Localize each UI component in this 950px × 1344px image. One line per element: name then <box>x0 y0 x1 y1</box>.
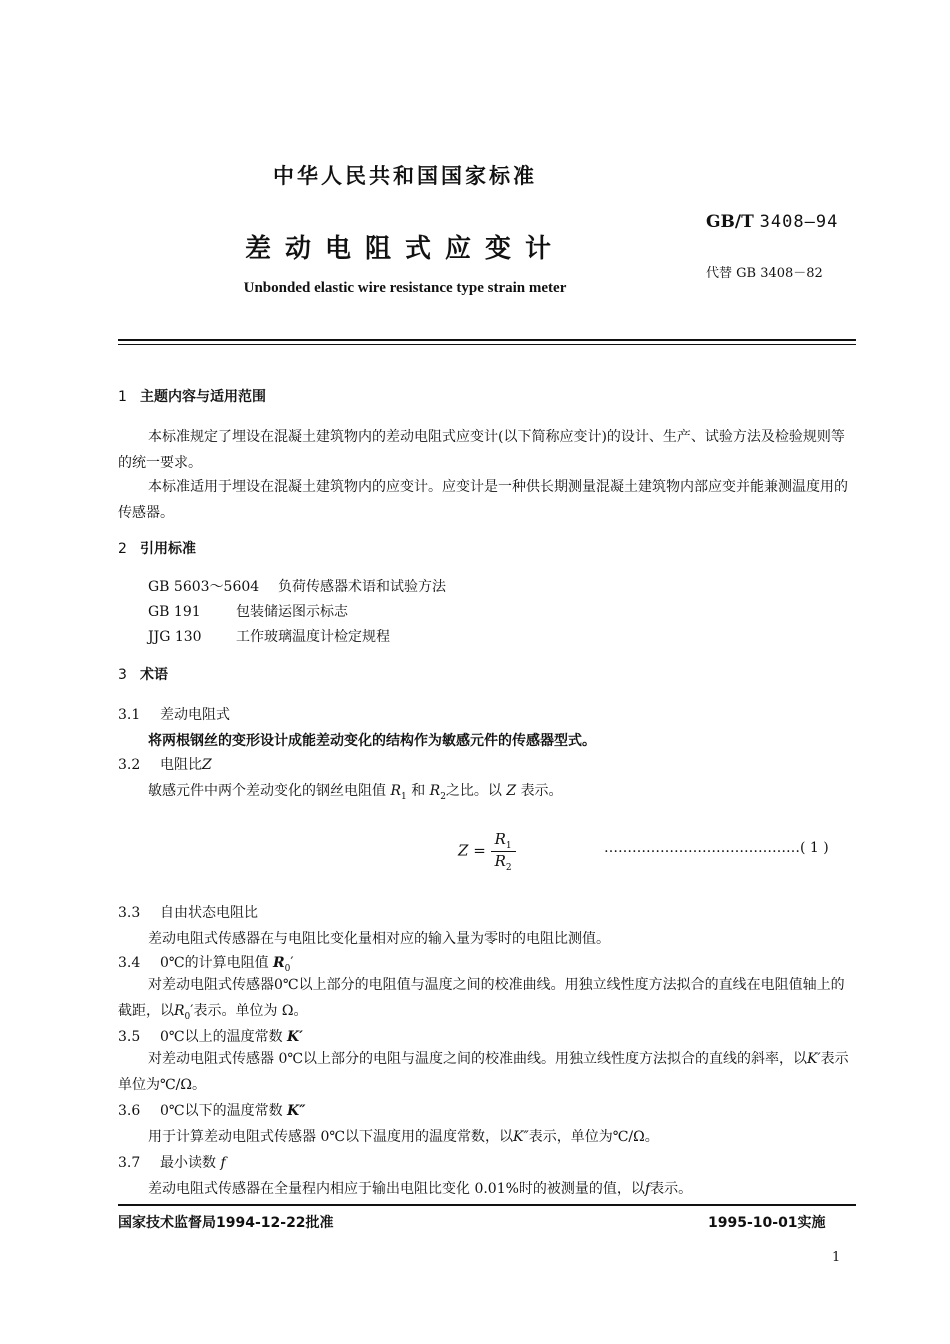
definition-text: 表示单位为℃/Ω。 <box>118 1051 849 1093</box>
term-symbol: f <box>220 1155 226 1171</box>
paragraph-text: 本标准规定了埋设在混凝土建筑物内的差动电阻式应变计(以下简称应变计)的设计、生产、试验方法及检验规则等的统一要求。 <box>118 429 845 471</box>
formula-1-leader <box>604 840 829 856</box>
effective-date: 1995-10-01实施 <box>708 1215 826 1231</box>
definition-text: ′表示。单位为 Ω。 <box>190 1003 308 1019</box>
national-standard-heading: 中华人民共和国国家标准 <box>273 164 537 188</box>
reference-name: 包装储运图示标志 <box>236 604 348 620</box>
leader-dots: …………………………………… <box>604 840 800 856</box>
section-1-paragraph-1 <box>118 424 858 476</box>
symbol-r0: R <box>174 1003 185 1019</box>
symbol-r2: R <box>429 783 441 799</box>
section-2-heading <box>118 538 196 558</box>
term-symbol: R <box>273 955 285 971</box>
symbol-k-double-prime: K″ <box>513 1129 529 1145</box>
header-rule-thick <box>118 339 856 341</box>
term-symbol-prime: ′ <box>290 955 294 971</box>
reference-name: 负荷传感器术语和试验方法 <box>278 579 446 595</box>
term-3-3 <box>118 902 258 922</box>
page-number: 1 <box>832 1250 841 1265</box>
footer-rule <box>118 1204 856 1206</box>
section-3-title: 术语 <box>140 667 168 683</box>
term-title: 电阻比 <box>160 757 202 773</box>
term-number: 3.2 <box>118 757 141 773</box>
formula-fraction <box>491 830 516 873</box>
fraction-numerator: $R_1$ <box>491 830 516 852</box>
standard-code-prefix: GB/T <box>706 212 754 232</box>
term-title: 0℃以上的温度常数 <box>160 1029 283 1045</box>
definition-text: 对差动电阻式传感器 0℃以上部分的电阻与温度之间的校准曲线。用独立线性度方法拟合的直线的斜率，以 <box>148 1051 808 1067</box>
term-title: 自由状态电阻比 <box>160 905 258 921</box>
section-1-paragraph-2 <box>118 474 858 526</box>
symbol-r2-subscript: 2 <box>440 791 446 802</box>
reference-code: JJG 130 <box>148 629 202 645</box>
definition-text: 差动电阻式传感器在全量程内相应于输出电阻比变化 0.01%时的被测量的值，以 <box>148 1181 645 1197</box>
term-3-1-definition: 将两根钢丝的变形设计成能差动变化的结构作为敏感元件的传感器型式。 <box>148 733 596 749</box>
definition-text: 表示。 <box>650 1181 693 1197</box>
term-symbol: K′ <box>287 1029 303 1045</box>
definition-text: 对差动电阻式传感器0℃以上部分的电阻值与温度之间的校准曲线。用独立线性度方法拟合的直线在电阻值轴上的截距，以 <box>118 977 845 1019</box>
equation-label: ( 1 ) <box>800 840 829 856</box>
term-symbol: K″ <box>287 1103 306 1119</box>
term-symbol-subscript: 0 <box>284 963 291 974</box>
term-title: 0℃以下的温度常数 <box>160 1103 283 1119</box>
term-3-4-definition <box>118 972 858 1030</box>
term-number: 3.5 <box>118 1029 141 1045</box>
formula-equals: = <box>473 841 486 860</box>
term-3-4 <box>118 952 294 974</box>
symbol-f: f <box>644 1181 651 1197</box>
section-1-heading <box>118 386 266 406</box>
formula-lhs: Z <box>458 841 469 860</box>
reference-name: 工作玻璃温度计检定规程 <box>236 629 390 645</box>
term-3-3-definition: 差动电阻式传感器在与电阻比变化量相对应的输入量为零时的电阻比测值。 <box>148 931 610 947</box>
term-3-2-definition <box>148 780 563 802</box>
section-1-title: 主题内容与适用范围 <box>140 389 266 405</box>
english-title: Unbonded elastic wire resistance type strain meter <box>243 280 567 296</box>
reference-item <box>148 576 446 596</box>
section-2-number: 2 <box>118 541 127 557</box>
formula-1 <box>458 830 516 873</box>
term-3-1 <box>118 704 230 724</box>
term-title: 0℃的计算电阻值 <box>160 955 269 971</box>
paragraph-text: 本标准适用于埋设在混凝土建筑物内的应变计。应变计是一种供长期测量混凝土建筑物内部应变并能兼测温度用的传感器。 <box>118 479 848 521</box>
term-number: 3.4 <box>118 955 141 971</box>
reference-item <box>148 626 390 646</box>
definition-text: 和 <box>411 783 426 799</box>
term-title: 最小读数 <box>160 1155 216 1171</box>
header-rule-thin <box>118 344 856 345</box>
fraction-denominator: $R_2$ <box>494 852 512 873</box>
symbol-z: Z <box>506 783 517 799</box>
section-3-number: 3 <box>118 667 127 683</box>
term-number: 3.7 <box>118 1155 141 1171</box>
symbol-r1-subscript: 1 <box>401 791 407 802</box>
standard-code-number: 3408—94 <box>759 212 839 232</box>
reference-code: GB 191 <box>148 604 201 620</box>
reference-code: GB 5603～5604 <box>148 579 260 595</box>
approval-date: 国家技术监督局1994-12-22批准 <box>118 1215 334 1231</box>
definition-text: 敏感元件中两个差动变化的钢丝电阻值 <box>148 783 386 799</box>
document-title: 差动电阻式应变计 <box>244 234 565 264</box>
replaces-standard: 代替 GB 3408－82 <box>706 266 823 281</box>
term-3-5-definition <box>118 1046 858 1098</box>
term-3-7 <box>118 1152 226 1172</box>
term-3-7-definition <box>148 1178 692 1198</box>
definition-text: 之比。以 <box>445 783 502 799</box>
symbol-r1: R <box>390 783 401 799</box>
section-1-number: 1 <box>118 389 127 405</box>
term-3-6-definition <box>148 1126 659 1146</box>
term-number: 3.6 <box>118 1103 141 1119</box>
section-2-title: 引用标准 <box>140 541 196 557</box>
term-3-5 <box>118 1026 303 1046</box>
term-title: 差动电阻式 <box>160 707 230 723</box>
term-number: 3.3 <box>118 905 141 921</box>
symbol-k-prime: K′ <box>807 1051 821 1067</box>
term-symbol: Z <box>202 757 212 773</box>
term-3-2 <box>118 754 212 774</box>
definition-text: 表示，单位为℃/Ω。 <box>528 1129 659 1145</box>
definition-text: 表示。 <box>520 783 563 799</box>
definition-text: 用于计算差动电阻式传感器 0℃以下温度用的温度常数，以 <box>148 1129 514 1145</box>
term-number: 3.1 <box>118 707 141 723</box>
reference-item <box>148 601 348 621</box>
symbol-r0-subscript: 0 <box>184 1011 191 1022</box>
term-3-6 <box>118 1100 305 1120</box>
section-3-heading <box>118 664 168 684</box>
